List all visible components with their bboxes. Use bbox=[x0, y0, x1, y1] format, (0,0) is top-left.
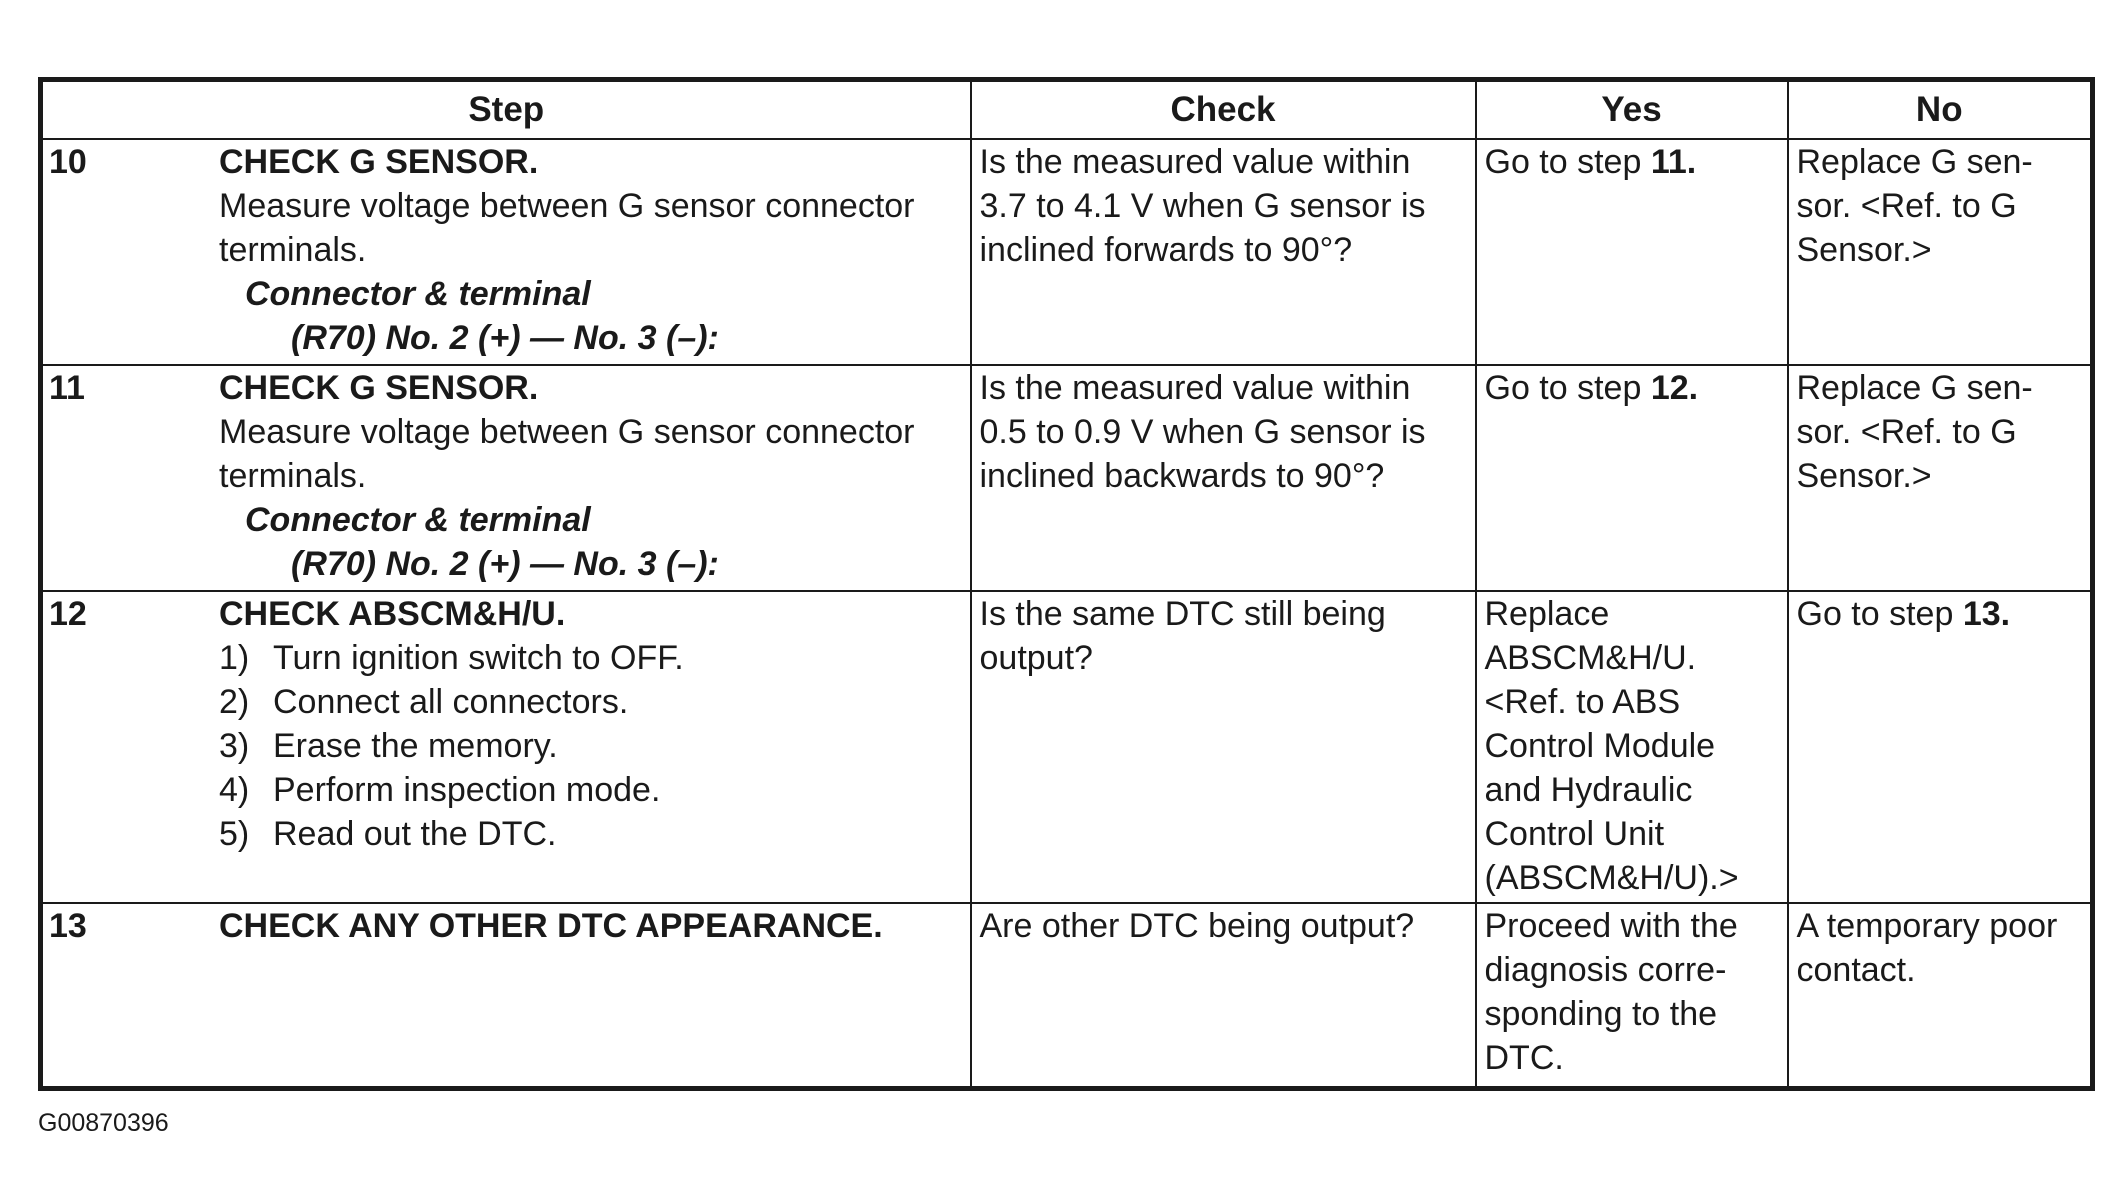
step-cell bbox=[41, 591, 971, 903]
yes-step-ref: 12. bbox=[1650, 369, 1699, 407]
step-number: 11 bbox=[49, 369, 85, 407]
step-cell bbox=[41, 365, 971, 591]
substep-item bbox=[219, 724, 962, 768]
substep-item bbox=[219, 680, 962, 724]
connector-detail: (R70) No. 2 (+) — No. 3 (–): bbox=[291, 319, 719, 357]
step-number: 12 bbox=[49, 595, 87, 633]
check-cell: Is the same DTC still being output? bbox=[971, 591, 1476, 903]
header-check: Check bbox=[971, 80, 1476, 140]
check-cell: Are other DTC being output? bbox=[971, 903, 1476, 1088]
substep-text: Read out the DTC. bbox=[273, 815, 557, 853]
step-number: 10 bbox=[49, 143, 87, 181]
no-cell: A temporary poor contact. bbox=[1788, 903, 2093, 1088]
substep-text: Turn ignition switch to OFF. bbox=[273, 639, 684, 677]
substep-number: 3) bbox=[219, 727, 250, 765]
substep-text: Connect all connectors. bbox=[273, 683, 629, 721]
yes-cell: Proceed with the diagnosis corre-sponding to the DTC. bbox=[1476, 903, 1788, 1088]
connector-label: Connector & terminal bbox=[245, 501, 591, 539]
substep-item bbox=[219, 768, 962, 812]
header-yes: Yes bbox=[1476, 80, 1788, 140]
step-cell bbox=[41, 903, 971, 1088]
step-title: CHECK ANY OTHER DTC APPEARANCE. bbox=[219, 907, 883, 945]
check-cell: Is the measured value within 3.7 to 4.1 V when G sensor is inclined forwards to 90°? bbox=[971, 139, 1476, 365]
substep-number: 5) bbox=[219, 815, 250, 853]
substep-item bbox=[219, 636, 962, 680]
substep-number: 4) bbox=[219, 771, 250, 809]
no-prefix: Go to step bbox=[1796, 595, 1954, 633]
no-cell: Replace G sen-sor. <Ref. to G Sensor.> bbox=[1788, 365, 2093, 591]
no-step-ref: 13. bbox=[1962, 595, 2011, 633]
step-number: 13 bbox=[49, 907, 87, 945]
step-instruction: Measure voltage between G sensor connector terminals. bbox=[219, 413, 915, 495]
yes-cell bbox=[1476, 139, 1788, 365]
header-row bbox=[41, 80, 2093, 140]
diagnostic-table bbox=[38, 77, 2095, 1091]
step-instruction: Measure voltage between G sensor connector terminals. bbox=[219, 187, 915, 269]
substep-text: Erase the memory. bbox=[273, 727, 558, 765]
substep-number: 2) bbox=[219, 683, 250, 721]
table-row-step-11 bbox=[41, 365, 2093, 591]
connector-label: Connector & terminal bbox=[245, 275, 591, 313]
header-no: No bbox=[1788, 80, 2093, 140]
step-title: CHECK ABSCM&H/U. bbox=[219, 595, 566, 633]
substep-item bbox=[219, 812, 962, 856]
yes-prefix: Go to step bbox=[1484, 143, 1642, 181]
substep-list bbox=[219, 636, 962, 856]
table-row-step-12 bbox=[41, 591, 2093, 903]
table-row-step-13 bbox=[41, 903, 2093, 1088]
yes-cell bbox=[1476, 365, 1788, 591]
yes-step-ref: 11. bbox=[1650, 143, 1697, 181]
yes-cell: Replace ABSCM&H/U. <Ref. to ABS Control Module and Hydraulic Control Unit (ABSCM&H/U).> bbox=[1476, 591, 1788, 903]
header-step: Step bbox=[41, 80, 971, 140]
no-cell bbox=[1788, 591, 2093, 903]
step-title: CHECK G SENSOR. bbox=[219, 369, 539, 407]
no-cell: Replace G sen-sor. <Ref. to G Sensor.> bbox=[1788, 139, 2093, 365]
check-cell: Is the measured value within 0.5 to 0.9 V when G sensor is inclined backwards to 90°? bbox=[971, 365, 1476, 591]
table-row-step-10 bbox=[41, 139, 2093, 365]
connector-detail: (R70) No. 2 (+) — No. 3 (–): bbox=[291, 545, 719, 583]
yes-prefix: Go to step bbox=[1484, 369, 1642, 407]
substep-number: 1) bbox=[219, 639, 250, 677]
step-title: CHECK G SENSOR. bbox=[219, 143, 539, 181]
step-cell bbox=[41, 139, 971, 365]
substep-text: Perform inspection mode. bbox=[273, 771, 661, 809]
figure-code: G00870396 bbox=[38, 1109, 169, 1137]
